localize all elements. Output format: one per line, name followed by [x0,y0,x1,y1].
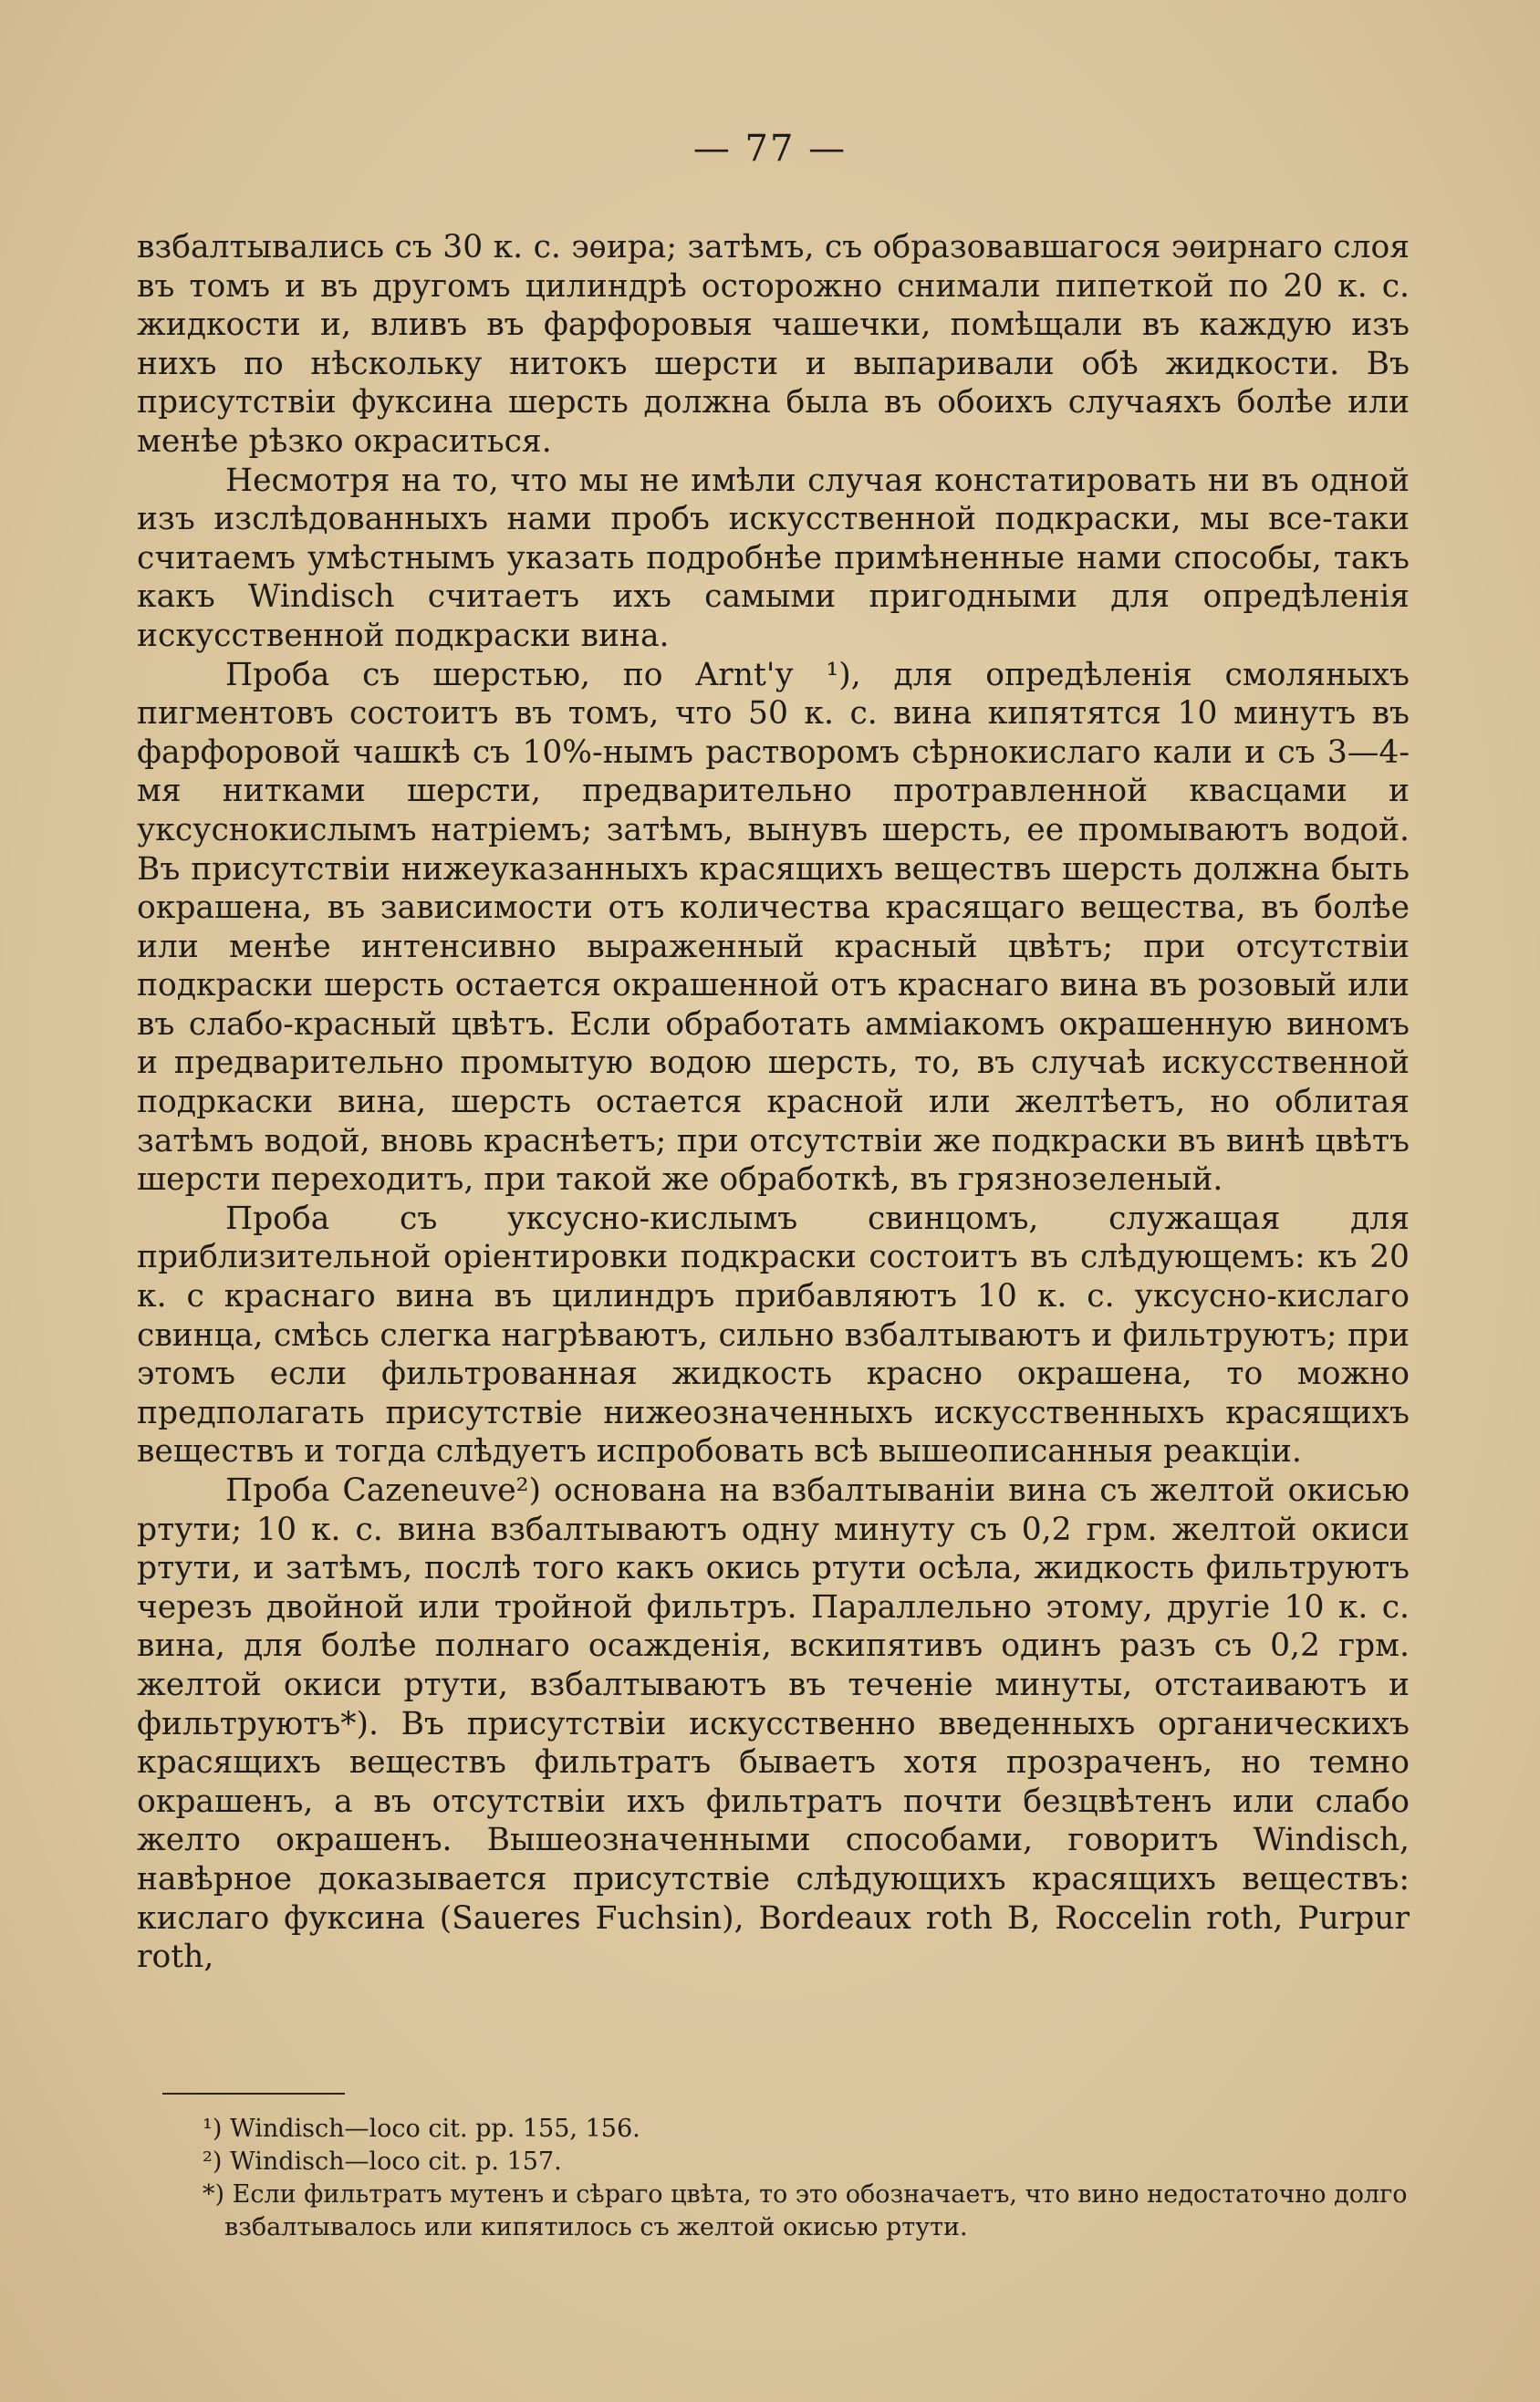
paragraph-artificial-coloring: Несмотря на то, что мы не имѣли случая констатировать ни въ одной изъ изслѣдованныхъ нами пробъ искусственной подкраски, мы все-таки считаемъ умѣстнымъ указать подробнѣе примѣненные нами способы, такъ какъ Windisch считаетъ ихъ самыми пригодными для опредѣленія искусственной подкраски вина. [137,462,1410,654]
body-text [137,228,1410,1977]
footnote-divider [162,2093,345,2095]
paragraph-cazeneuve-test: Проба Cazeneuve²) основана на взбалтываніи вина съ желтой окисью ртути; 10 к. с. вина взбалтываютъ одну минуту съ 0,2 грм. желтой окиси ртути, и затѣмъ, послѣ того какъ окись ртути осѣла, жидкость фильтруютъ черезъ двойной или тройной фильтръ. Параллельно этому, другіе 10 к. с. вина, для болѣе полнаго осажденія, вскипятивъ одинъ разъ съ 0,2 грм. желтой окиси ртути, взбалтываютъ въ теченіе минуты, отстаиваютъ и фильтруютъ*). Въ присутствіи искусственно введенныхъ органическихъ красящихъ веществъ фильтратъ бываетъ хотя прозраченъ, но темно окрашенъ, а въ отсутствіи ихъ фильтратъ почти безцвѣтенъ или слабо желто окрашенъ. Вышеозначенными способами, говоритъ Windisch, навѣрное доказывается присутствіе слѣдующихъ красящихъ веществъ: кислаго фуксина (Saueres Fuchsin), Bordeaux roth B, Roccelin roth, Purpur roth, [137,1472,1410,1976]
paragraph-continuation: взбалтывались съ 30 к. с. эѳира; затѣмъ, съ образовавшагося эѳирнаго слоя въ томъ и въ другомъ цилиндрѣ осторожно снимали пипеткой по 20 к. с. жидкости и, вливъ въ фарфоровыя чашечки, помѣщали въ каждую изъ нихъ по нѣскольку нитокъ шерсти и выпаривали обѣ жидкости. Въ присутствіи фуксина шерсть должна была въ обоихъ случаяхъ болѣе или менѣе рѣзко окраситься. [137,229,1410,460]
footnote-star: *) Если фильтратъ мутенъ и сѣраго цвѣта, то это обозначаетъ, что вино недостаточно долго взбалтывалось или кипятилось съ желтой окисью ртути. [203,2180,1408,2241]
page-number: — 77 — [692,128,848,170]
footnotes [137,2113,1410,2244]
footnote-1: ¹) Windisch—loco cit. pp. 155, 156. [203,2115,640,2143]
paragraph-lead-acetate-test: Проба съ уксусно-кислымъ свинцомъ, служащая для приблизительной оріентировки подкраски состоитъ въ слѣдующемъ: къ 20 к. с краснаго вина въ цилиндръ прибавляютъ 10 к. с. уксусно-кислаго свинца, смѣсь слегка нагрѣваютъ, сильно взбалтываютъ и фильтруютъ; при этомъ если фильтрованная жидкость красно окрашена, то можно предполагать присутствіе нижеозначенныхъ искусственныхъ красящихъ веществъ и тогда слѣдуетъ испробовать всѣ вышеописанныя реакціи. [137,1200,1410,1471]
footnote-2: ²) Windisch—loco cit. p. 157. [203,2147,562,2176]
paragraph-wool-test: Проба съ шерстью, по Arnt'у ¹), для опредѣленія смоляныхъ пигментовъ состоитъ въ томъ, что 50 к. с. вина кипятятся 10 минутъ въ фарфоровой чашкѣ съ 10%-нымъ растворомъ сѣрнокислаго кали и съ 3—4-мя нитками шерсти, предварительно протравленной квасцами и уксуснокислымъ натріемъ; затѣмъ, вынувъ шерсть, ее промываютъ водой. Въ присутствіи нижеуказанныхъ красящихъ веществъ шерсть должна быть окрашена, въ зависимости отъ количества красящаго вещества, въ болѣе или менѣе интенсивно выраженный красный цвѣтъ; при отсутствіи подкраски шерсть остается окрашенной отъ краснаго вина въ розовый или въ слабо-красный цвѣтъ. Если обработать аммiакомъ окрашенную виномъ и предварительно промытую водою шерсть, то, въ случаѣ искусственной подркаски вина, шерсть остается красной или желтѣетъ, но облитая затѣмъ водой, вновь краснѣетъ; при отсутствіи же подкраски въ винѣ цвѣтъ шерсти переходитъ, при такой же обработкѣ, въ грязнозеленый. [137,656,1410,1199]
